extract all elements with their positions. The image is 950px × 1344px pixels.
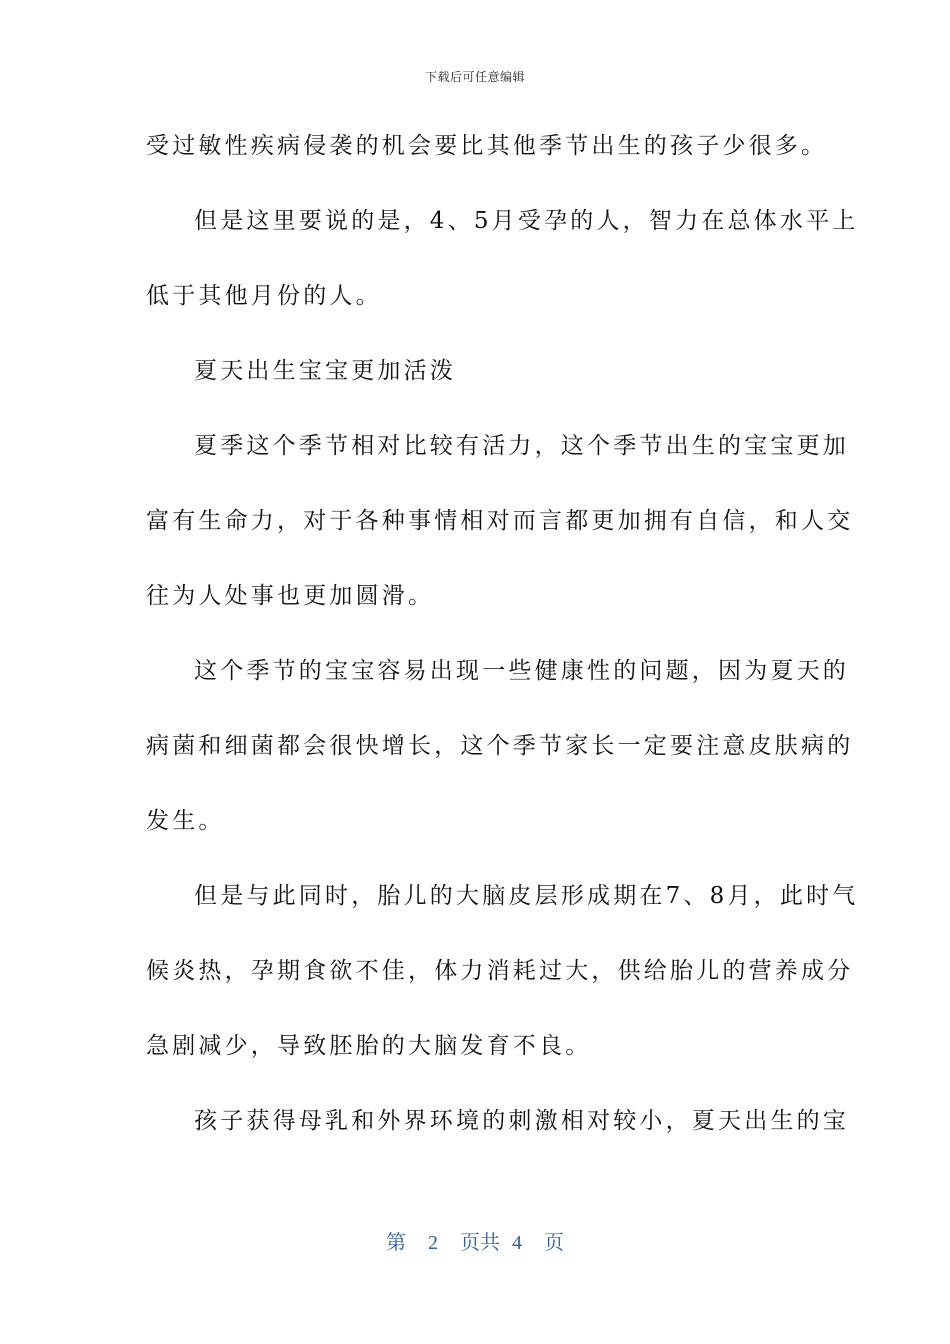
text-line-9: 病菌和细菌都会很快增长，这个季节家长一定要注意皮肤病的 [146,733,854,759]
text-line-11: 但是与此同时，胎儿的大脑皮层形成期在7、8月，此时气 [194,883,859,909]
footer-page-unit: 页共 [460,1232,500,1254]
text-line-10: 发生。 [146,808,225,834]
page-footer [0,1226,950,1255]
footer-total-unit: 页 [544,1232,564,1254]
header-note: 下载后可任意编辑 [424,70,525,84]
footer-total-pages: 4 [512,1232,522,1254]
text-line-5: 夏季这个季节相对比较有活力，这个季节出生的宝宝更加 [194,433,849,459]
text-line-13: 急剧减少，导致胚胎的大脑发育不良。 [146,1033,592,1059]
text-line-14: 孩子获得母乳和外界环境的刺激相对较小，夏天出生的宝 [194,1108,849,1134]
section-heading: 夏天出生宝宝更加活泼 [194,358,456,384]
text-line-7: 往为人处事也更加圆滑。 [146,583,435,609]
text-line-12: 候炎热，孕期食欲不佳，体力消耗过大，供给胎儿的营养成分 [146,958,854,984]
document-body [146,126,859,1176]
text-line-2: 但是这里要说的是，4、5月受孕的人，智力在总体水平上 [194,208,859,234]
text-line-6: 富有生命力，对于各种事情相对而言都更加拥有自信，和人交 [146,508,854,534]
footer-page-number: 2 [428,1232,438,1254]
footer-page-word: 第 [386,1232,406,1254]
text-line-3: 低于其他月份的人。 [146,283,382,309]
text-line-8: 这个季节的宝宝容易出现一些健康性的问题，因为夏天的 [194,658,849,684]
text-line-1: 受过敏性疾病侵袭的机会要比其他季节出生的孩子少很多。 [146,133,828,159]
